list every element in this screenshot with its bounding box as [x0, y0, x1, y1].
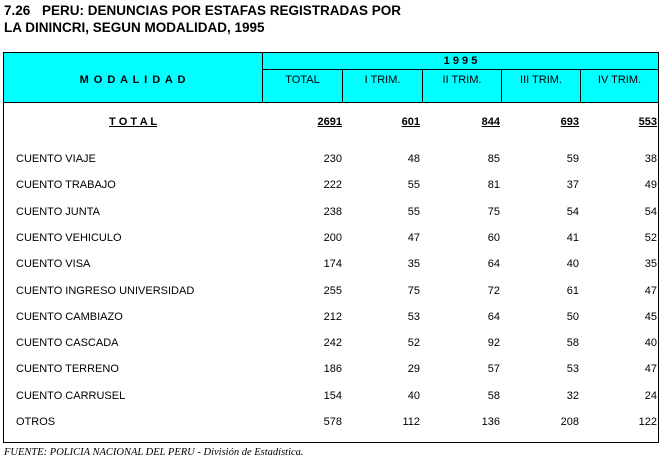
- cell-total: 222: [323, 179, 342, 192]
- cell-trim4: 24: [644, 389, 657, 402]
- cell-trim1: 40: [407, 389, 420, 402]
- row-label: T O T A L: [109, 116, 158, 128]
- title-line-1: PERU: DENUNCIAS POR ESTAFAS REGISTRADAS POR: [42, 3, 402, 18]
- cell-trim2: 57: [487, 363, 500, 376]
- cell-trim3: 61: [566, 284, 579, 297]
- cell-total: 200: [323, 231, 342, 244]
- cell-trim2: 64: [487, 258, 500, 271]
- header-year: 1 9 9 5: [443, 55, 478, 67]
- cell-total: 174: [323, 258, 342, 271]
- cell-trim2: 81: [487, 179, 500, 192]
- table-header: [4, 53, 658, 103]
- cell-trim3: 41: [566, 231, 579, 244]
- row-label: CUENTO JUNTA: [16, 205, 100, 218]
- cell-total: 578: [323, 416, 342, 428]
- cell-trim3: 208: [560, 416, 579, 428]
- cell-total: 2691: [317, 116, 342, 128]
- cell-trim4: 54: [644, 205, 657, 218]
- row-label: CUENTO TERRENO: [16, 363, 119, 376]
- cell-total: 242: [323, 337, 342, 350]
- row-label: CUENTO VISA: [16, 258, 91, 271]
- cell-trim3: 54: [566, 205, 579, 218]
- title-number: 7.26: [4, 3, 31, 18]
- cell-trim3: 59: [566, 153, 579, 165]
- table-title: [4, 2, 401, 36]
- header-divider: [262, 69, 658, 70]
- cell-trim2: 75: [487, 205, 500, 218]
- cell-trim3: 40: [566, 258, 579, 271]
- cell-trim3: 32: [566, 389, 579, 402]
- cell-trim2: 844: [481, 116, 500, 128]
- header-col-trim3: III TRIM.: [520, 74, 562, 86]
- data-table: [3, 52, 659, 443]
- row-label: CUENTO CARRUSEL: [16, 389, 126, 402]
- cell-trim1: 55: [407, 205, 420, 218]
- cell-trim1: 35: [407, 258, 420, 271]
- cell-total: 230: [323, 153, 342, 165]
- cell-trim3: 37: [566, 179, 579, 192]
- row-label: CUENTO TRABAJO: [16, 179, 116, 192]
- cell-trim1: 48: [407, 153, 420, 165]
- cell-trim3: 53: [566, 363, 579, 376]
- header-col-trim4: IV TRIM.: [597, 74, 642, 86]
- cell-trim4: 47: [644, 284, 657, 297]
- cell-trim4: 45: [644, 310, 657, 323]
- cell-trim1: 55: [407, 179, 420, 192]
- cell-trim2: 136: [481, 416, 500, 428]
- cell-trim2: 60: [487, 231, 500, 244]
- header-col-total: TOTAL: [285, 74, 320, 86]
- cell-trim1: 53: [407, 310, 420, 323]
- cell-trim1: 52: [407, 337, 420, 350]
- cell-trim3: 58: [566, 337, 579, 350]
- table-row: [4, 232, 658, 258]
- table-row: [4, 337, 658, 363]
- row-label: OTROS: [16, 416, 56, 428]
- row-label: CUENTO VEHICULO: [16, 231, 122, 244]
- table-row: [4, 153, 658, 179]
- table-row: [4, 285, 658, 311]
- table-row: [4, 416, 658, 442]
- cell-total: 154: [323, 389, 342, 402]
- header-col-trim2: II TRIM.: [442, 74, 482, 86]
- table-row: [4, 311, 658, 337]
- cell-trim1: 47: [407, 231, 420, 244]
- cell-total: 212: [323, 310, 342, 323]
- cell-trim2: 72: [487, 284, 500, 297]
- cell-trim4: 122: [638, 416, 657, 428]
- source-note: FUENTE: POLICIA NACIONAL DEL PERU - División de Estadística.: [4, 447, 304, 458]
- cell-trim4: 47: [644, 363, 657, 376]
- cell-trim1: 75: [407, 284, 420, 297]
- row-label: CUENTO INGRESO UNIVERSIDAD: [16, 284, 195, 297]
- cell-trim1: 29: [407, 363, 420, 376]
- header-col-trim1: I TRIM.: [364, 74, 401, 86]
- cell-trim2: 58: [487, 389, 500, 402]
- cell-trim1: 601: [401, 116, 420, 128]
- cell-trim4: 40: [644, 337, 657, 350]
- cell-total: 238: [323, 205, 342, 218]
- row-label: CUENTO CAMBIAZO: [16, 310, 123, 323]
- cell-trim2: 92: [487, 337, 500, 350]
- cell-trim4: 38: [644, 153, 657, 165]
- cell-trim4: 52: [644, 231, 657, 244]
- table-row: [4, 363, 658, 389]
- table-row: [4, 206, 658, 232]
- cell-trim3: 693: [560, 116, 579, 128]
- cell-trim2: 85: [487, 153, 500, 165]
- row-label: CUENTO CASCADA: [16, 337, 119, 350]
- table-row: [4, 258, 658, 284]
- header-modalidad: M O D A L I D A D: [79, 74, 187, 86]
- row-label: CUENTO VIAJE: [16, 153, 96, 165]
- cell-trim3: 50: [566, 310, 579, 323]
- cell-trim4: 35: [644, 258, 657, 271]
- table-row: [4, 390, 658, 416]
- cell-trim2: 64: [487, 310, 500, 323]
- cell-total: 255: [323, 284, 342, 297]
- title-line-2: LA DININCRI, SEGUN MODALIDAD, 1995: [4, 20, 265, 35]
- cell-total: 186: [323, 363, 342, 376]
- cell-trim1: 112: [402, 416, 420, 428]
- cell-trim4: 49: [644, 179, 657, 192]
- cell-trim4: 553: [638, 116, 657, 128]
- table-row-total: [4, 116, 658, 142]
- table-row: [4, 179, 658, 205]
